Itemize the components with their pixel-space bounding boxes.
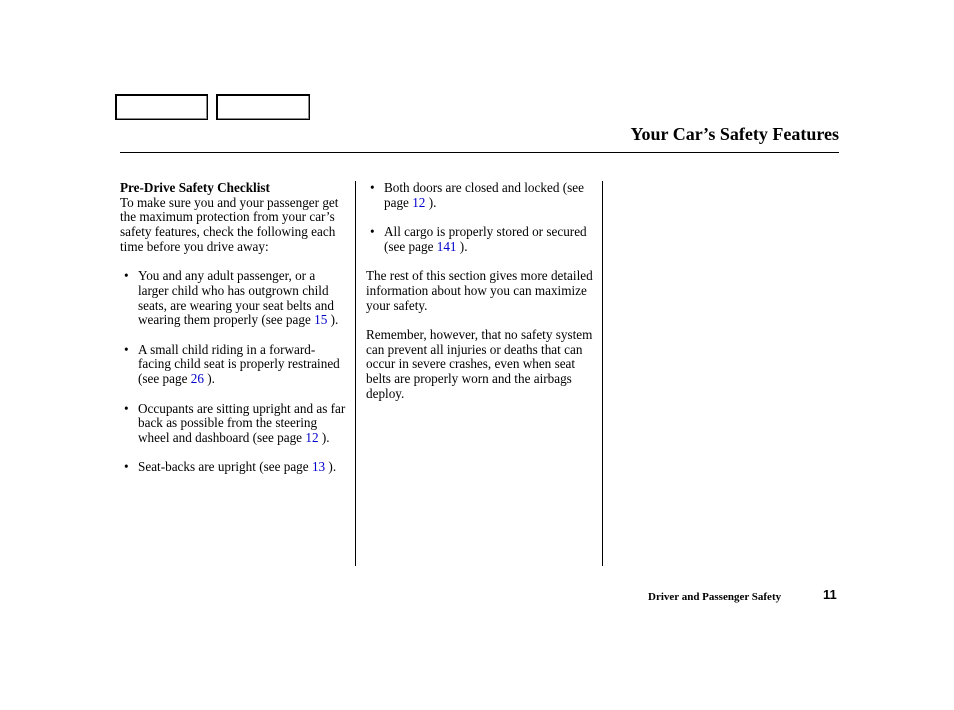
body-paragraph: Remember, however, that no safety system can prevent all injuries or deaths that can occur in severe crashes, even when seat belts are properly worn and the airbags deploy. [366, 326, 593, 401]
page-link[interactable]: 13 [311, 459, 326, 475]
bullet-icon: • [370, 224, 375, 240]
title-rule [120, 152, 839, 153]
page-link[interactable]: 12 [305, 429, 319, 445]
checklist-item [124, 343, 348, 387]
bullet-icon: • [370, 180, 375, 195]
item-end: ). [321, 429, 330, 445]
left-column [120, 181, 348, 490]
column-divider [355, 181, 356, 566]
item-end: ). [328, 459, 337, 475]
item-end: ). [428, 194, 437, 210]
item-end: ). [459, 238, 468, 254]
item-text: A small child riding in a forward-facing child seat is properly restrained (see page [138, 341, 340, 387]
page-title: Your Car’s Safety Features [630, 124, 839, 144]
bullet-icon: • [124, 459, 129, 475]
bullet-icon: • [124, 268, 129, 284]
body-paragraph: The rest of this section gives more detailed information about how you can maximize your safety. [366, 268, 593, 313]
item-end: ). [330, 312, 339, 328]
checklist-item [370, 225, 598, 254]
bullet-icon: • [124, 341, 129, 357]
page-link[interactable]: 26 [190, 371, 204, 387]
section-heading: Pre-Drive Safety Checklist [120, 180, 270, 195]
item-text: Both doors are closed and locked (see page [384, 180, 584, 210]
nav-button-prev[interactable] [115, 94, 208, 120]
item-end: ). [207, 371, 215, 387]
nav-button-next[interactable] [216, 94, 310, 120]
checklist-item [370, 181, 598, 210]
page-link[interactable]: 141 [436, 238, 457, 254]
item-text: Occupants are sitting upright and as far back as possible from the steering wheel and dashboard (see page [138, 400, 346, 445]
checklist-item [124, 460, 348, 475]
checklist-item [124, 402, 348, 446]
item-text: You and any adult passenger, or a larger child who has outgrown child seats, are wearing your seat belts and wearing them properly (see page [138, 268, 334, 328]
item-text: All cargo is properly stored or secured (see page [384, 224, 587, 254]
page-number: 11 [823, 587, 837, 602]
middle-column [366, 181, 598, 416]
intro-paragraph: To make sure you and your passenger get the maximum protection from your car’s safety features, check the following each time before you drive away: [120, 194, 339, 254]
checklist-item [124, 269, 348, 328]
item-text: Seat-backs are upright (see page [138, 459, 309, 475]
page-link[interactable]: 12 [412, 194, 426, 210]
footer-section-label: Driver and Passenger Safety [648, 591, 782, 603]
column-divider [602, 181, 603, 566]
page-link[interactable]: 15 [314, 312, 328, 328]
bullet-icon: • [124, 400, 129, 416]
